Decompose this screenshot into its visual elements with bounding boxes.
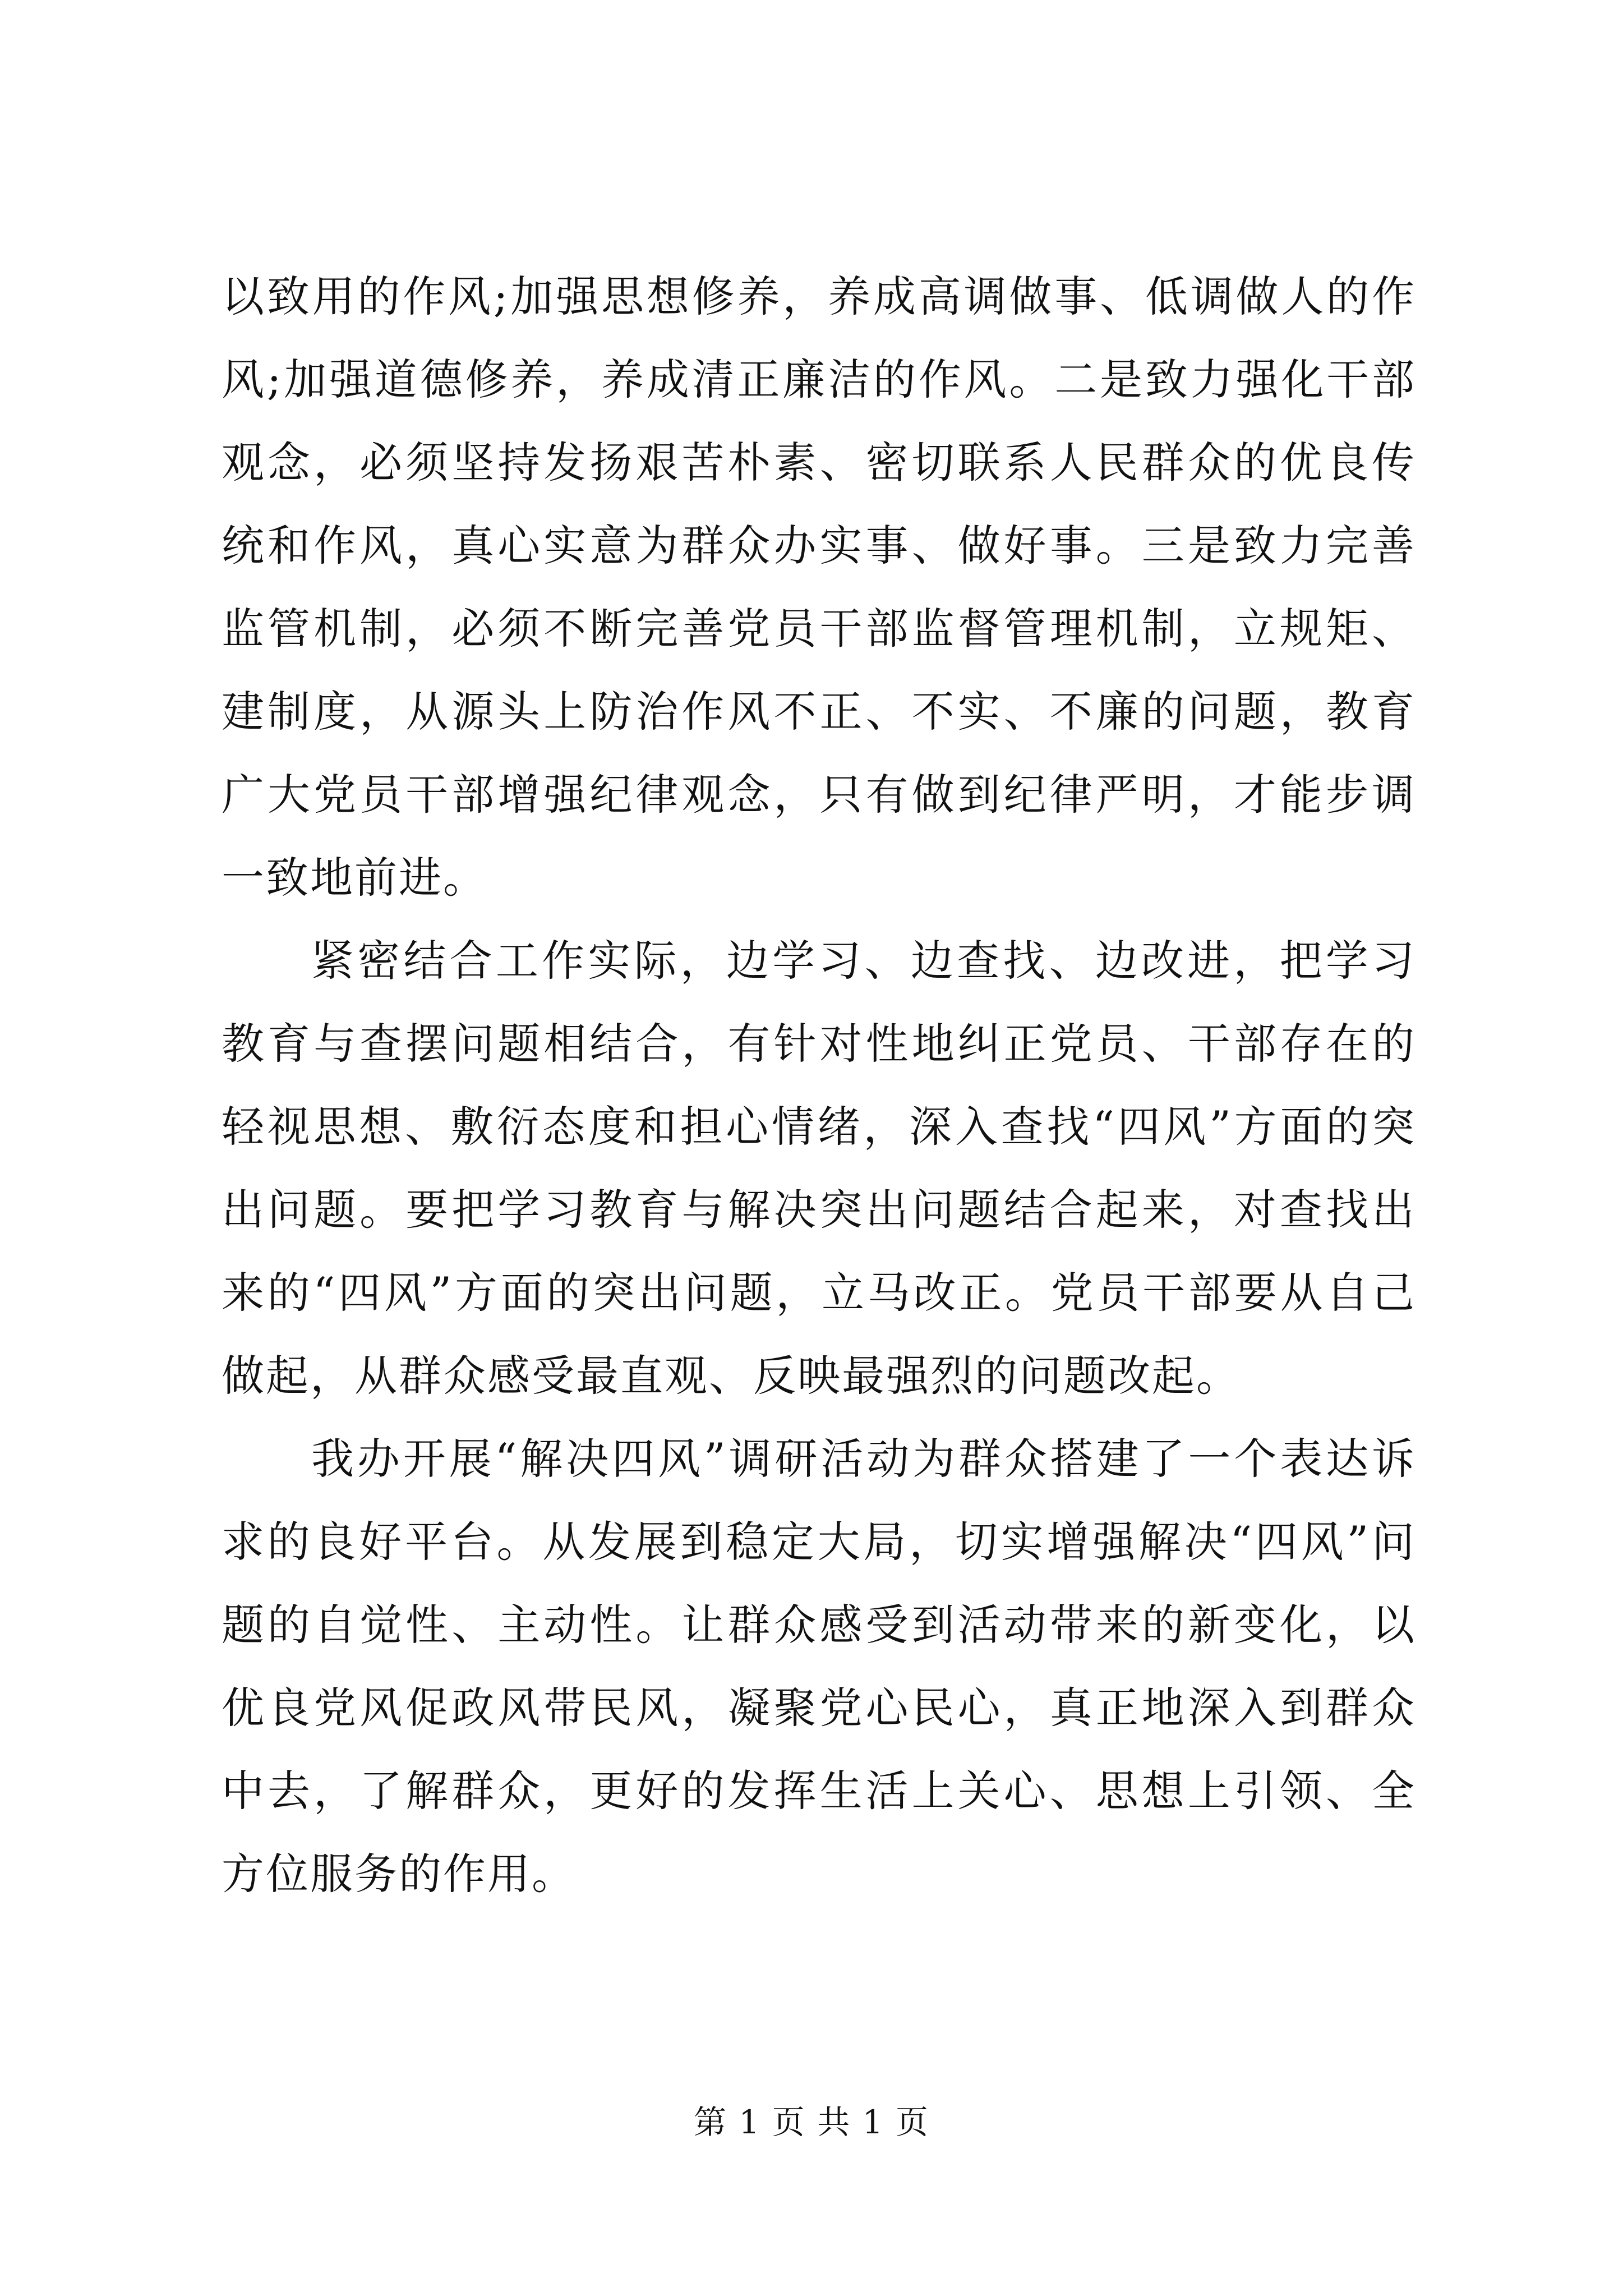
paragraph-3: 我办开展“解决四风”调研活动为群众搭建了一个表达诉求的良好平台。从发展到稳定大局，切实增强解决“四风”问题的自觉性、主动性。让群众感受到活动带来的新变化，以优良党风促政风带民风，凝聚党心民心，真正地深入到群众中去，了解群众，更好的发挥生活上关心、思想上引领、全方位服务的作用。 (222, 1434, 1416, 1899)
page-footer: 第 1 页 共 1 页 (694, 2103, 929, 2141)
paragraph-1: 以致用的作风;加强思想修养，养成高调做事、低调做人的作风;加强道德修养，养成清正廉洁的作风。二是致力强化干部观念，必须坚持发扬艰苦朴素、密切联系人民群众的优良传统和作风，真心实意为群众办实事、做好事。三是致力完善监管机制，必须不断完善党员干部监督管理机制，立规矩、建制度，从源头上防治作风不正、不实、不廉的问题，教育广大党员干部增强纪律观念，只有做到纪律严明，才能步调一致地前进。 (222, 272, 1416, 903)
paragraph-2: 紧密结合工作实际，边学习、边查找、边改进，把学习教育与查摆问题相结合，有针对性地纠正党员、干部存在的轻视思想、敷衍态度和担心情绪，深入查找“四风”方面的突出问题。要把学习教育与解决突出问题结合起来，对查找出来的“四风”方面的突出问题，立马改正。党员干部要从自己做起，从群众感受最直观、反映最强烈的问题改起。 (222, 936, 1416, 1401)
document-body (222, 255, 1416, 1916)
